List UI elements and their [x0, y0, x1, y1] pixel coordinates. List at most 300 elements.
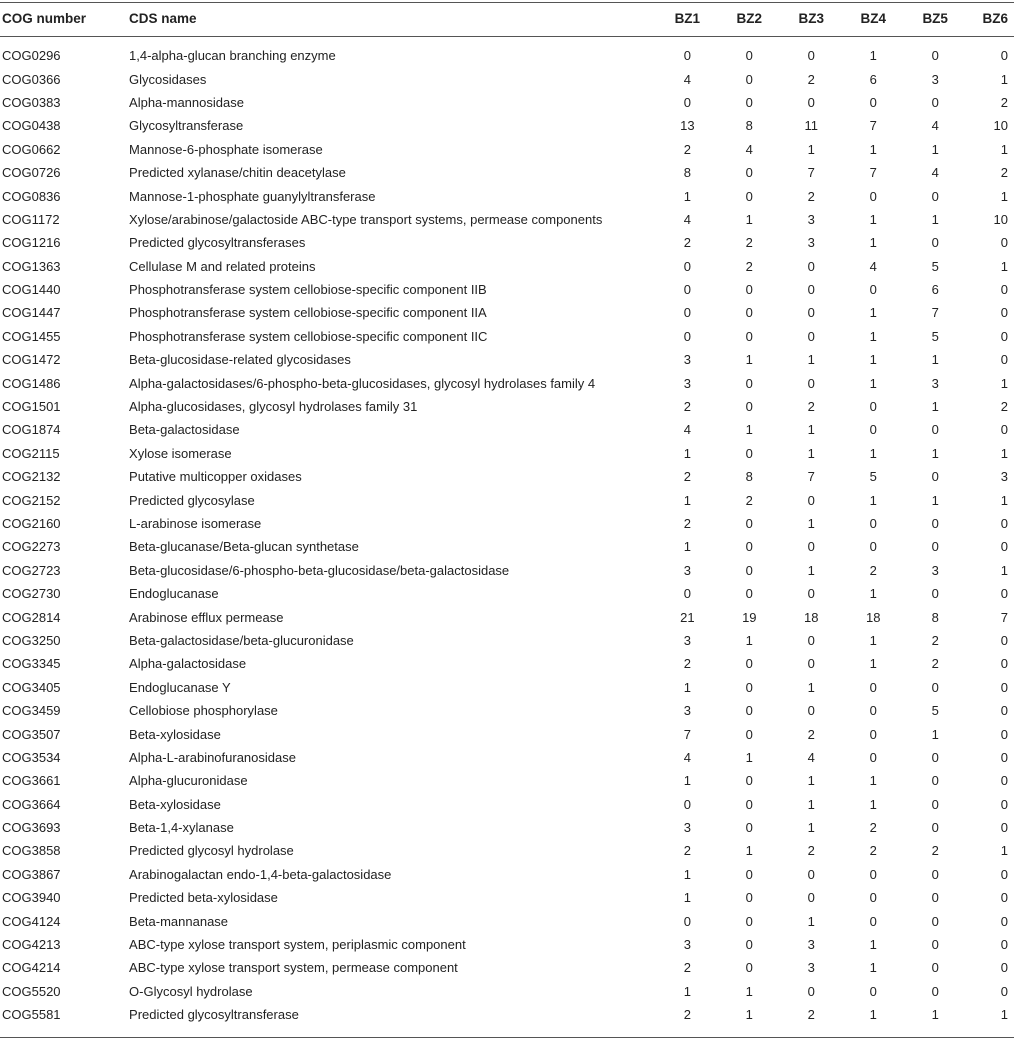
bz4-cell: 7: [869, 118, 877, 134]
bz4-cell: 0: [869, 890, 877, 906]
cog-number-cell: COG2814: [2, 609, 61, 625]
bz3-cell: 0: [807, 586, 815, 602]
cog-number-cell: COG3661: [2, 773, 61, 789]
bz5-cell: 4: [931, 165, 939, 181]
bz4-cell: 1: [869, 632, 877, 648]
bz1-cell: 3: [683, 820, 691, 836]
table-row: [0, 301, 1014, 324]
table-row: [0, 582, 1014, 605]
bz5-cell: 0: [931, 539, 939, 555]
table-row: [0, 816, 1014, 839]
bz5-cell: 1: [931, 492, 939, 508]
cds-name-cell: Beta-mannanase: [129, 913, 229, 929]
bz6-cell: 7: [1000, 609, 1008, 625]
bz6-cell: 0: [1000, 796, 1008, 812]
bz6-cell: 0: [1000, 703, 1008, 719]
bz1-cell: 3: [683, 562, 691, 578]
bz2-cell: 0: [745, 703, 753, 719]
table-row: [0, 208, 1014, 231]
bz2-cell: 0: [745, 445, 753, 461]
bz6-cell: 2: [1000, 94, 1008, 110]
bz2-cell: 0: [745, 48, 753, 64]
bz5-cell: 1: [931, 726, 939, 742]
bz6-cell: 0: [1000, 282, 1008, 298]
cog-number-cell: COG0366: [2, 71, 61, 87]
table-row: [0, 278, 1014, 301]
cds-name-cell: Arabinose efflux permease: [129, 609, 284, 625]
bz2-cell: 19: [742, 609, 757, 625]
cog-number-cell: COG5581: [2, 1007, 61, 1023]
bz2-cell: 0: [745, 165, 753, 181]
cog-number-cell: COG3940: [2, 890, 61, 906]
table-row: [0, 699, 1014, 722]
header-bz1: BZ1: [674, 10, 701, 26]
cog-number-cell: COG2730: [2, 586, 61, 602]
bz4-cell: 0: [869, 516, 877, 531]
bz6-cell: 2: [1000, 399, 1008, 415]
bz1-cell: 2: [683, 235, 691, 251]
bz3-cell: 3: [807, 211, 815, 227]
bz1-cell: 8: [683, 165, 691, 181]
bz4-cell: 0: [869, 539, 877, 555]
header-cds-name: CDS name: [129, 10, 197, 26]
bz5-cell: 1: [931, 141, 939, 157]
bz3-cell: 0: [807, 983, 815, 999]
bz1-cell: 1: [683, 188, 691, 204]
cog-number-cell: COG1172: [2, 211, 60, 227]
table-row: [0, 184, 1014, 207]
bz1-cell: 4: [683, 71, 691, 87]
bz2-cell: 0: [745, 375, 753, 391]
table-row: [0, 886, 1014, 909]
cog-number-cell: COG2160: [2, 516, 61, 531]
bz3-cell: 0: [807, 375, 815, 391]
bz3-cell: 1: [807, 796, 815, 812]
bz4-cell: 2: [869, 562, 877, 578]
cds-name-cell: Beta-galactosidase/beta-glucuronidase: [129, 632, 354, 648]
cds-name-cell: Predicted xylanase/chitin deacetylase: [129, 165, 346, 181]
cds-name-cell: Beta-xylosidase: [129, 796, 221, 812]
bz1-cell: 4: [683, 749, 691, 765]
bz1-cell: 2: [683, 656, 691, 672]
bz3-cell: 1: [807, 562, 815, 578]
bz1-cell: 4: [683, 422, 691, 438]
cog-number-cell: COG0662: [2, 141, 61, 157]
bz1-cell: 1: [683, 773, 691, 789]
bz1-cell: 2: [683, 960, 691, 976]
bz1-cell: 2: [683, 399, 691, 415]
bz2-cell: 0: [745, 960, 753, 976]
table-row: [0, 67, 1014, 90]
bz1-cell: 0: [683, 586, 691, 602]
bz4-cell: 1: [869, 141, 877, 157]
cog-number-cell: COG3867: [2, 866, 61, 882]
bz4-cell: 0: [869, 726, 877, 742]
bz5-cell: 5: [931, 703, 939, 719]
bz1-cell: 0: [683, 282, 691, 298]
bz1-cell: 3: [683, 352, 691, 368]
table-row: [0, 676, 1014, 699]
bz1-cell: 1: [683, 983, 691, 999]
cog-number-cell: COG3507: [2, 726, 61, 742]
cds-name-cell: Beta-xylosidase: [129, 726, 221, 742]
bz5-cell: 6: [931, 282, 939, 298]
bz6-cell: 0: [1000, 820, 1008, 836]
bz3-cell: 0: [807, 890, 815, 906]
cog-number-cell: COG1501: [2, 399, 61, 415]
bz4-cell: 0: [869, 749, 877, 765]
cds-name-cell: Predicted glycosyltransferase: [129, 1007, 299, 1023]
bz5-cell: 0: [931, 820, 939, 836]
cds-name-cell: Alpha-galactosidases/6-phospho-beta-glucosidases, glycosyl hydrolases family 4: [129, 375, 596, 391]
cog-number-cell: COG1447: [2, 305, 61, 321]
cog-number-cell: COG0296: [2, 48, 61, 64]
cog-number-cell: COG3250: [2, 632, 61, 648]
bz5-cell: 0: [931, 960, 939, 976]
bz3-cell: 1: [807, 820, 815, 836]
bz5-cell: 4: [931, 118, 939, 134]
bz3-cell: 2: [807, 399, 815, 415]
bz3-cell: 2: [807, 188, 815, 204]
bz3-cell: 0: [807, 328, 815, 344]
table-row: [0, 559, 1014, 582]
cog-number-cell: COG1216: [2, 235, 61, 251]
cds-name-cell: ABC-type xylose transport system, permease component: [129, 960, 458, 976]
cog-number-cell: COG1440: [2, 282, 61, 298]
header-bz2: BZ2: [736, 10, 763, 26]
bz4-cell: 0: [869, 399, 877, 415]
bz1-cell: 3: [683, 632, 691, 648]
bz5-cell: 3: [931, 562, 939, 578]
table-row: [0, 512, 1014, 535]
bz6-cell: 0: [1000, 913, 1008, 929]
cog-number-cell: COG4124: [2, 913, 61, 929]
bz5-cell: 2: [931, 632, 939, 648]
bz3-cell: 1: [807, 141, 815, 157]
bz5-cell: 2: [931, 656, 939, 672]
bz3-cell: 1: [807, 445, 815, 461]
bz6-cell: 1: [1000, 141, 1008, 157]
bz6-cell: 0: [1000, 937, 1008, 953]
cog-number-cell: COG0438: [2, 118, 61, 134]
bz1-cell: 0: [683, 258, 691, 274]
table-row: [0, 605, 1014, 628]
bz1-cell: 2: [683, 843, 691, 859]
bz2-cell: 0: [745, 866, 753, 882]
table-row: [0, 956, 1014, 979]
bz3-cell: 11: [804, 118, 819, 134]
table-row: [0, 488, 1014, 511]
bz2-cell: 0: [745, 913, 753, 929]
bz1-cell: 0: [683, 328, 691, 344]
bz6-cell: 0: [1000, 235, 1008, 251]
bz2-cell: 1: [745, 211, 753, 227]
bz6-cell: 0: [1000, 586, 1008, 602]
bz6-cell: 0: [1000, 539, 1008, 555]
bz2-cell: 8: [745, 469, 753, 485]
bz3-cell: 0: [807, 282, 815, 298]
table-row: [0, 161, 1014, 184]
bz6-cell: 0: [1000, 890, 1008, 906]
bz6-cell: 1: [1000, 1007, 1008, 1023]
cds-name-cell: Glycosidases: [129, 71, 207, 87]
bz5-cell: 0: [931, 913, 939, 929]
bz2-cell: 0: [745, 94, 753, 110]
bz1-cell: 2: [683, 516, 691, 531]
bz3-cell: 0: [807, 703, 815, 719]
bz1-cell: 0: [683, 94, 691, 110]
bz6-cell: 1: [1000, 492, 1008, 508]
bz5-cell: 1: [931, 399, 939, 415]
cog-number-cell: COG2132: [2, 469, 61, 485]
cog-number-cell: COG3405: [2, 679, 61, 695]
bz5-cell: 0: [931, 422, 939, 438]
bz2-cell: 1: [745, 843, 753, 859]
bz1-cell: 0: [683, 305, 691, 321]
table-row: [0, 138, 1014, 161]
cog-number-cell: COG2273: [2, 539, 61, 555]
table-header-row: [0, 0, 1014, 36]
table-row: [0, 371, 1014, 394]
bz1-cell: 7: [683, 726, 691, 742]
bz5-cell: 0: [931, 866, 939, 882]
cds-name-cell: Glycosyltransferase: [129, 118, 244, 134]
bz4-cell: 1: [869, 656, 877, 672]
bz1-cell: 1: [683, 492, 691, 508]
bz2-cell: 0: [745, 726, 753, 742]
cds-name-cell: Alpha-L-arabinofuranosidase: [129, 749, 296, 765]
cog-number-cell: COG4214: [2, 960, 61, 976]
cds-name-cell: ABC-type xylose transport system, periplasmic component: [129, 937, 466, 953]
bz4-cell: 1: [869, 445, 877, 461]
bz6-cell: 0: [1000, 516, 1008, 531]
bz2-cell: 0: [745, 656, 753, 672]
cds-name-cell: Cellulase M and related proteins: [129, 258, 316, 274]
bz4-cell: 6: [869, 71, 877, 87]
bz5-cell: 5: [931, 328, 939, 344]
bz2-cell: 0: [745, 679, 753, 695]
bz6-cell: 1: [1000, 188, 1008, 204]
table-row: [0, 442, 1014, 465]
cds-name-cell: Arabinogalactan endo-1,4-beta-galactosidase: [129, 866, 392, 882]
cds-name-cell: Beta-glucanase/Beta-glucan synthetase: [129, 539, 359, 555]
bz4-cell: 0: [869, 188, 877, 204]
cds-name-cell: Predicted glycosyltransferases: [129, 235, 306, 251]
cds-name-cell: Phosphotransferase system cellobiose-specific component IIC: [129, 328, 488, 344]
bz6-cell: 1: [1000, 843, 1008, 859]
table-row: [0, 348, 1014, 371]
bz5-cell: 1: [931, 1007, 939, 1023]
cog-number-cell: COG3534: [2, 749, 61, 765]
bz3-cell: 7: [807, 469, 815, 485]
cog-number-cell: COG1486: [2, 375, 61, 391]
bz5-cell: 0: [931, 188, 939, 204]
bz5-cell: 0: [931, 94, 939, 110]
bz5-cell: 0: [931, 890, 939, 906]
cog-number-cell: COG1874: [2, 422, 61, 438]
header-cog-number: COG number: [2, 10, 87, 26]
bz4-cell: 4: [869, 258, 877, 274]
bz2-cell: 1: [745, 632, 753, 648]
table-row: [0, 909, 1014, 932]
bz2-cell: 4: [745, 141, 753, 157]
table-row: [0, 629, 1014, 652]
table-row: [0, 114, 1014, 137]
bz5-cell: 1: [931, 445, 939, 461]
cog-number-cell: COG1472: [2, 352, 61, 368]
cog-number-cell: COG2115: [2, 445, 60, 461]
bz3-cell: 0: [807, 492, 815, 508]
bz4-cell: 1: [869, 773, 877, 789]
bz2-cell: 0: [745, 796, 753, 812]
bz4-cell: 1: [869, 1007, 877, 1023]
bz4-cell: 1: [869, 305, 877, 321]
bz5-cell: 8: [931, 609, 939, 625]
bz5-cell: 0: [931, 796, 939, 812]
bz5-cell: 0: [931, 937, 939, 953]
cds-name-cell: Mannose-6-phosphate isomerase: [129, 141, 323, 157]
table-row: [0, 980, 1014, 1003]
bz2-cell: 0: [745, 305, 753, 321]
cds-name-cell: 1,4-alpha-glucan branching enzyme: [129, 48, 336, 64]
bz5-cell: 0: [931, 469, 939, 485]
table-row: [0, 465, 1014, 488]
bz2-cell: 0: [745, 890, 753, 906]
header-bz3: BZ3: [798, 10, 825, 26]
bz6-cell: 0: [1000, 679, 1008, 695]
bz4-cell: 1: [869, 796, 877, 812]
bz6-cell: 0: [1000, 352, 1008, 368]
bz6-cell: 10: [993, 118, 1008, 134]
table-row: [0, 933, 1014, 956]
bz6-cell: 0: [1000, 632, 1008, 648]
cds-name-cell: Xylose isomerase: [129, 445, 232, 461]
cds-name-cell: O-Glycosyl hydrolase: [129, 983, 253, 999]
table-row: [0, 535, 1014, 558]
bz4-cell: 1: [869, 48, 877, 64]
bz2-cell: 1: [745, 983, 753, 999]
cds-name-cell: Beta-glucosidase/6-phospho-beta-glucosidase/beta-galactosidase: [129, 562, 510, 578]
bz3-cell: 1: [807, 422, 815, 438]
bz3-cell: 7: [807, 165, 815, 181]
bz1-cell: 13: [680, 118, 695, 134]
cog-number-cell: COG3345: [2, 656, 61, 672]
table-row: [0, 793, 1014, 816]
bz4-cell: 18: [866, 609, 881, 625]
bz6-cell: 2: [1000, 165, 1008, 181]
bz4-cell: 7: [869, 165, 877, 181]
bz6-cell: 0: [1000, 48, 1008, 64]
cog-number-cell: COG3693: [2, 820, 61, 836]
header-bz4: BZ4: [860, 10, 886, 26]
table-row: [0, 839, 1014, 862]
bz6-cell: 1: [1000, 71, 1008, 87]
table-row: [0, 1003, 1014, 1026]
cds-name-cell: Cellobiose phosphorylase: [129, 703, 278, 719]
table-row: [0, 231, 1014, 254]
bz2-cell: 2: [745, 258, 753, 274]
bz4-cell: 5: [869, 469, 877, 485]
table-row: [0, 325, 1014, 348]
bz3-cell: 0: [807, 48, 815, 64]
bz6-cell: 1: [1000, 258, 1008, 274]
bz6-cell: 0: [1000, 749, 1008, 765]
bz4-cell: 1: [869, 960, 877, 976]
cds-name-cell: L-arabinose isomerase: [129, 516, 262, 531]
table-row: [0, 395, 1014, 418]
bz2-cell: 0: [745, 562, 753, 578]
table-spacer-row: [0, 36, 1014, 44]
bz5-cell: 2: [931, 843, 939, 859]
cog-number-cell: COG0383: [2, 94, 61, 110]
bz3-cell: 0: [807, 94, 815, 110]
cds-name-cell: Endoglucanase: [129, 586, 219, 602]
bz1-cell: 1: [683, 679, 691, 695]
bz3-cell: 1: [807, 773, 815, 789]
bz5-cell: 0: [931, 773, 939, 789]
bz6-cell: 10: [993, 211, 1008, 227]
bz3-cell: 0: [807, 632, 815, 648]
bz2-cell: 0: [745, 516, 753, 531]
bz6-cell: 0: [1000, 656, 1008, 672]
bz1-cell: 0: [683, 913, 691, 929]
bz3-cell: 0: [807, 258, 815, 274]
bz2-cell: 1: [745, 352, 753, 368]
cog-number-cell: COG3459: [2, 703, 61, 719]
bz1-cell: 1: [683, 445, 691, 461]
bz5-cell: 0: [931, 516, 939, 531]
cds-name-cell: Beta-galactosidase: [129, 422, 240, 438]
bz4-cell: 2: [869, 820, 877, 836]
bz5-cell: 5: [931, 258, 939, 274]
cog-number-cell: COG2152: [2, 492, 61, 508]
cog-number-cell: COG1363: [2, 258, 61, 274]
bz3-cell: 0: [807, 305, 815, 321]
cog-number-cell: COG3664: [2, 796, 61, 812]
cds-name-cell: Alpha-glucosidases, glycosyl hydrolases family 31: [129, 399, 418, 415]
bz2-cell: 1: [745, 422, 753, 438]
table-row: [0, 769, 1014, 792]
bz4-cell: 1: [869, 586, 877, 602]
bz4-cell: 0: [869, 422, 877, 438]
bz6-cell: 0: [1000, 773, 1008, 789]
bz2-cell: 8: [745, 118, 753, 134]
bz3-cell: 2: [807, 1007, 815, 1023]
bz2-cell: 0: [745, 586, 753, 602]
cds-name-cell: Mannose-1-phosphate guanylyltransferase: [129, 188, 376, 204]
bz3-cell: 2: [807, 71, 815, 87]
bz2-cell: 1: [745, 1007, 753, 1023]
bz4-cell: 1: [869, 352, 877, 368]
bz3-cell: 1: [807, 516, 815, 531]
table-row: [0, 746, 1014, 769]
table-row: [0, 722, 1014, 745]
bz2-cell: 0: [745, 773, 753, 789]
bz5-cell: 1: [931, 352, 939, 368]
cog-number-cell: COG5520: [2, 983, 61, 999]
header-bz6: BZ6: [982, 10, 1008, 26]
bz1-cell: 2: [683, 1007, 691, 1023]
cds-name-cell: Endoglucanase Y: [129, 679, 231, 695]
bz6-cell: 0: [1000, 866, 1008, 882]
bz6-cell: 0: [1000, 305, 1008, 321]
bz2-cell: 0: [745, 188, 753, 204]
bz5-cell: 7: [931, 305, 939, 321]
bz3-cell: 2: [807, 843, 815, 859]
bz1-cell: 0: [683, 48, 691, 64]
bz2-cell: 0: [745, 937, 753, 953]
cog-number-cell: COG0726: [2, 165, 61, 181]
